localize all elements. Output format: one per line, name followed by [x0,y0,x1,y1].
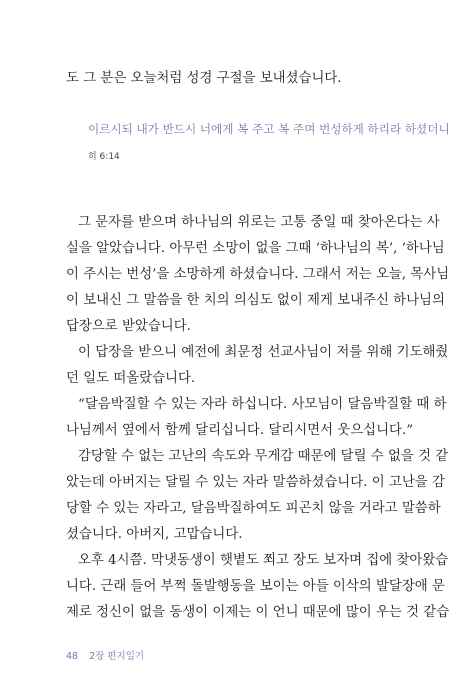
body-line-3: 이 주시는 번성’을 소망하게 하셨습니다. 그래서 저는 오늘, 목사님 [66,267,450,282]
intro-line: 도 그 분은 오늘처럼 성경 구절을 보내셨습니다. [66,71,342,86]
page-footer [66,651,144,663]
chapter-title: 2장 편지일기 [89,651,145,662]
body-line-2: 실을 알았습니다. 아무런 소망이 없을 그때 ‘하나님의 복’, ‘하나님 [66,241,445,256]
scripture-quote: 이르시되 내가 반드시 너에게 복 주고 복 주며 번성하게 하리라 하셨더니 [88,122,450,136]
body-line-6: 이 답장을 받으니 예전에 최문정 선교사님이 저를 위해 기도해줬 [78,345,449,360]
body-line-13: 셨습니다. 아버지, 고맙습니다. [66,527,243,542]
body-line-8: “달음박질할 수 있는 자라 하십니다. 사모님이 달음박질할 때 하 [78,397,447,412]
body-line-4: 이 보내신 그 말씀을 한 치의 의심도 없이 제게 보내주신 하나님의 [66,293,445,308]
body-line-15: 니다. 근래 들어 부쩍 돌발행동을 보이는 아들 이삭의 발달장애 문 [66,579,445,594]
body-line-9: 나님께서 옆에서 함께 달리십니다. 달리시면서 웃으십니다.” [66,423,414,438]
scripture-reference: 히 6:14 [88,152,120,162]
body-line-12: 당할 수 있는 자라고, 달음박질하여도 피곤치 않을 거라고 말씀하 [66,501,441,516]
body-line-16: 제로 정신이 없을 동생이 이제는 이 언니 때문에 많이 우는 것 같습 [66,605,450,620]
body-line-1: 그 문자를 받으며 하나님의 위로는 고통 중일 때 찾아온다는 사 [78,215,440,230]
body-line-11: 았는데 아버지는 달릴 수 있는 자라 말씀하셨습니다. 이 고난을 감 [66,475,445,490]
body-line-5: 답장으로 받았습니다. [66,319,191,334]
body-line-10: 감당할 수 없는 고난의 속도와 무게감 때문에 달릴 수 없을 것 같 [78,449,449,464]
page-number: 48 [66,651,79,662]
body-line-14: 오후 4시쯤. 막냇동생이 햇볕도 쬐고 장도 보자며 집에 찾아왔습 [78,553,449,568]
body-line-7: 던 일도 떠올랐습니다. [66,371,196,386]
